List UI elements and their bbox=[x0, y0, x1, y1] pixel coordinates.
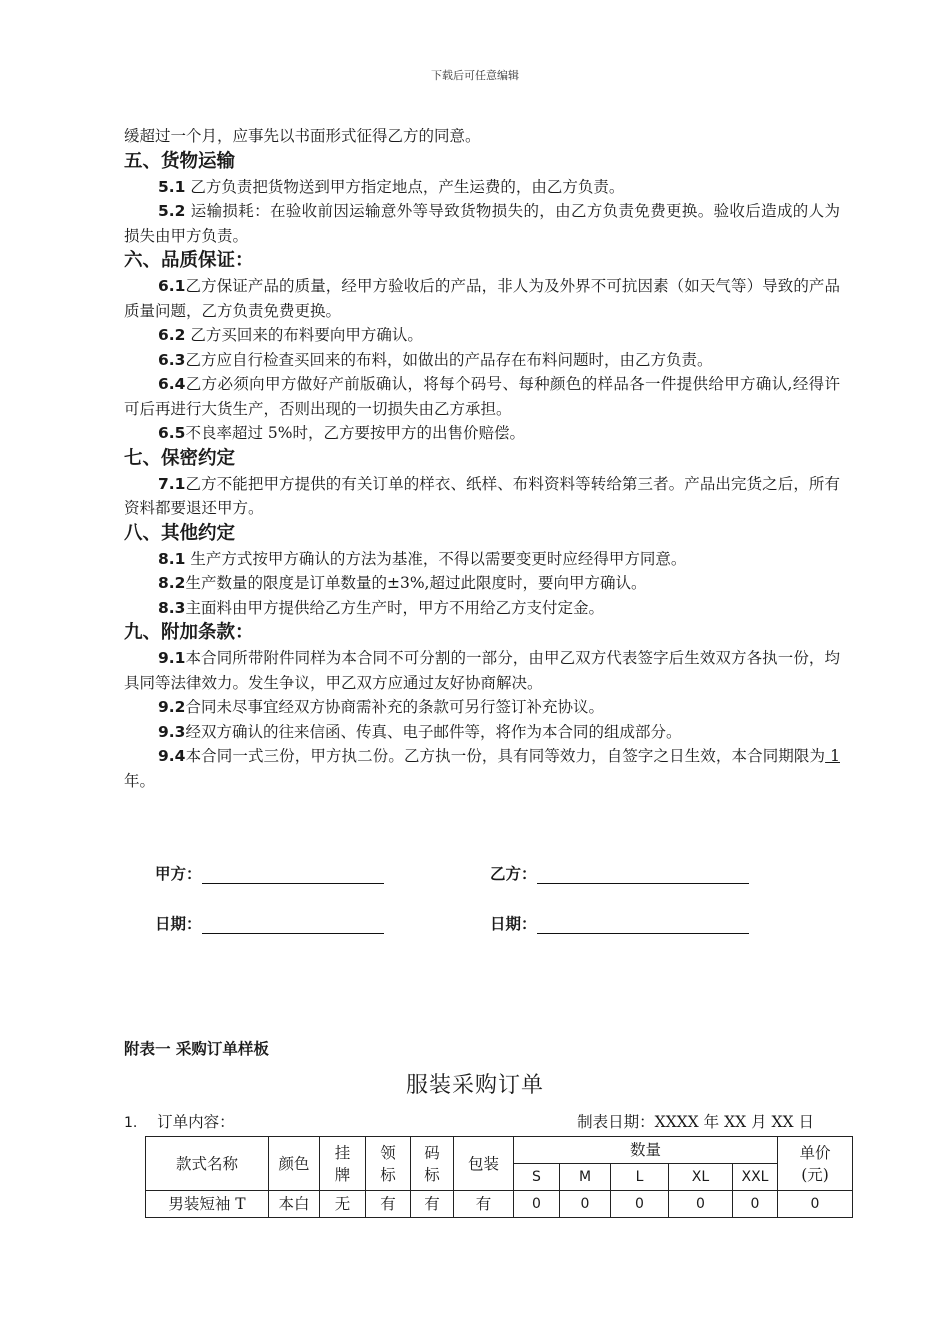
clause-6-1 bbox=[124, 274, 840, 323]
clause-9-3 bbox=[124, 720, 840, 745]
header-pack: 包装 bbox=[454, 1137, 514, 1191]
clause-number: 9.3 bbox=[158, 722, 186, 741]
page-header: 下载后可任意编辑 bbox=[431, 69, 519, 82]
cell-tag: 无 bbox=[320, 1191, 366, 1218]
clause-number: 9.4 bbox=[158, 747, 186, 765]
clause-number: 6.3 bbox=[158, 350, 186, 369]
clause-6-2 bbox=[124, 323, 840, 348]
header-size-xl: XL bbox=[669, 1164, 733, 1191]
order-content-label: 1. 订单内容： bbox=[124, 1113, 235, 1131]
clause-number: 9.2 bbox=[158, 698, 186, 716]
clause-6-3 bbox=[124, 348, 840, 373]
form-date: 制表日期：XXXX 年 XX 月 XX 日 bbox=[577, 1113, 814, 1131]
clause-number: 5.1 bbox=[158, 177, 186, 196]
contract-term-value: 1 bbox=[825, 747, 840, 765]
header-tag: 挂 牌 bbox=[320, 1137, 366, 1191]
cell-label: 有 bbox=[366, 1191, 411, 1218]
header-quantity: 数量 bbox=[514, 1137, 778, 1164]
clause-number: 6.1 bbox=[158, 277, 186, 295]
header-size-m: M bbox=[560, 1164, 611, 1191]
appendix-title: 附表一 采购订单样板 bbox=[124, 1040, 269, 1058]
clause-9-4 bbox=[124, 744, 840, 793]
clause-text: 不良率超过 5%时，乙方要按甲方的出售价赔偿。 bbox=[185, 424, 525, 442]
cell-qty-s: 0 bbox=[514, 1191, 560, 1218]
date-b-label: 日期： bbox=[490, 915, 537, 933]
section-heading-5: 五、货物运输 bbox=[124, 150, 236, 172]
clause-number: 9.1 bbox=[158, 649, 186, 667]
order-info-line bbox=[124, 1110, 814, 1132]
clause-number: 6.4 bbox=[158, 375, 186, 393]
clause-text-end: 年。 bbox=[124, 771, 156, 790]
clause-number: 7.1 bbox=[158, 474, 186, 493]
clause-text: 生产数量的限度是订单数量的±3%,超过此限度时，要向甲方确认。 bbox=[185, 574, 647, 592]
paragraph: 缓超过一个月，应事先以书面形式征得乙方的同意。 bbox=[124, 127, 481, 145]
clause-9-1 bbox=[124, 646, 840, 695]
cell-qty-m: 0 bbox=[560, 1191, 611, 1218]
clause-6-4 bbox=[124, 372, 840, 421]
section-heading-8: 八、其他约定 bbox=[124, 522, 236, 544]
header-color: 颜色 bbox=[269, 1137, 320, 1191]
contract-body bbox=[124, 124, 840, 793]
clause-7-1 bbox=[124, 472, 840, 521]
header-size-s: S bbox=[514, 1164, 560, 1191]
party-a-signature-line[interactable] bbox=[202, 867, 384, 884]
cell-qty-xxl: 0 bbox=[733, 1191, 778, 1218]
clause-text: 本合同所带附件同样为本合同不可分割的一部分，由甲乙双方代表签字后生效双方各执一份，均具同等法律效力。发生争议，甲乙双方应通过友好协商解决。 bbox=[124, 649, 840, 692]
header-style: 款式名称 bbox=[146, 1137, 269, 1191]
cell-qty-xl: 0 bbox=[669, 1191, 733, 1218]
clause-text: 乙方保证产品的质量，经甲方验收后的产品，非人为及外界不可抗因素（如天气等）导致的产品质量问题，乙方负责免费更换。 bbox=[124, 277, 840, 320]
clause-text: 乙方负责把货物送到甲方指定地点，产生运费的，由乙方负责。 bbox=[185, 177, 625, 196]
cell-size-label: 有 bbox=[411, 1191, 454, 1218]
clause-8-1 bbox=[124, 547, 840, 572]
clause-text: 生产方式按甲方确认的方法为基准，不得以需要变更时应经得甲方同意。 bbox=[185, 549, 687, 568]
clause-8-3 bbox=[124, 596, 840, 621]
header-label: 领 标 bbox=[366, 1137, 411, 1191]
clause-number: 6.5 bbox=[158, 424, 186, 442]
clause-5-1 bbox=[124, 175, 840, 200]
clause-text: 合同未尽事宜经双方协商需补充的条款可另行签订补充协议。 bbox=[185, 698, 604, 716]
clause-text: 经双方确认的往来信函、传真、电子邮件等，将作为本合同的组成部分。 bbox=[185, 722, 682, 741]
cell-price: 0 bbox=[778, 1191, 853, 1218]
clause-text: 乙方不能把甲方提供的有关订单的样衣、纸样、布料资料等转给第三者。产品出完货之后，所有资料都要退还甲方。 bbox=[124, 474, 840, 517]
header-size-l: L bbox=[611, 1164, 669, 1191]
form-title: 服装采购订单 bbox=[405, 1073, 544, 1098]
clause-text: 运输损耗：在验收前因运输意外等导致货物损失的，由乙方负责免费更换。验收后造成的人为损失由甲方负责。 bbox=[124, 202, 840, 245]
header-size-label: 码 标 bbox=[411, 1137, 454, 1191]
clause-text: 乙方买回来的布料要向甲方确认。 bbox=[185, 326, 423, 344]
clause-8-2 bbox=[124, 571, 840, 596]
header-size-xxl: XXL bbox=[733, 1164, 778, 1191]
party-a-label: 甲方： bbox=[155, 865, 202, 883]
cell-qty-l: 0 bbox=[611, 1191, 669, 1218]
party-b-label: 乙方： bbox=[490, 865, 537, 883]
clause-number: 8.3 bbox=[158, 598, 186, 617]
table-row bbox=[146, 1191, 853, 1218]
header-price: 单价 (元) bbox=[778, 1137, 853, 1191]
section-heading-7: 七、保密约定 bbox=[124, 447, 236, 469]
clause-text: 乙方必须向甲方做好产前版确认，将每个码号、每种颜色的样品各一件提供给甲方确认,经得许可后再进行大货生产，否则出现的一切损失由乙方承担。 bbox=[124, 375, 840, 418]
date-b-line[interactable] bbox=[537, 917, 749, 934]
clause-number: 5.2 bbox=[158, 202, 186, 220]
clause-5-2 bbox=[124, 199, 840, 248]
table-header-row bbox=[146, 1137, 853, 1164]
party-b-signature-line[interactable] bbox=[537, 867, 749, 884]
date-a-line[interactable] bbox=[202, 917, 384, 934]
cell-pack: 有 bbox=[454, 1191, 514, 1218]
cell-style: 男装短袖 T bbox=[146, 1191, 269, 1218]
clause-number: 6.2 bbox=[158, 326, 186, 344]
cell-color: 本白 bbox=[269, 1191, 320, 1218]
date-a-label: 日期： bbox=[155, 915, 202, 933]
party-b-date bbox=[490, 912, 749, 934]
clause-number: 8.1 bbox=[158, 549, 186, 568]
clause-text: 乙方应自行检查买回来的布料，如做出的产品存在布料问题时，由乙方负责。 bbox=[185, 350, 713, 369]
clause-number: 8.2 bbox=[158, 574, 186, 592]
clause-text: 主面料由甲方提供给乙方生产时，甲方不用给乙方支付定金。 bbox=[185, 598, 604, 617]
party-b-signature bbox=[490, 862, 749, 884]
party-a-signature bbox=[155, 862, 384, 884]
order-table bbox=[145, 1136, 853, 1218]
section-heading-6: 六、品质保证： bbox=[124, 250, 254, 271]
clause-6-5 bbox=[124, 421, 840, 446]
clause-9-2 bbox=[124, 695, 840, 720]
party-a-date bbox=[155, 912, 384, 934]
section-heading-9: 九、附加条款： bbox=[124, 622, 254, 643]
clause-text: 本合同一式三份，甲方执二份。乙方执一份，具有同等效力，自签字之日生效，本合同期限为 bbox=[185, 747, 826, 765]
